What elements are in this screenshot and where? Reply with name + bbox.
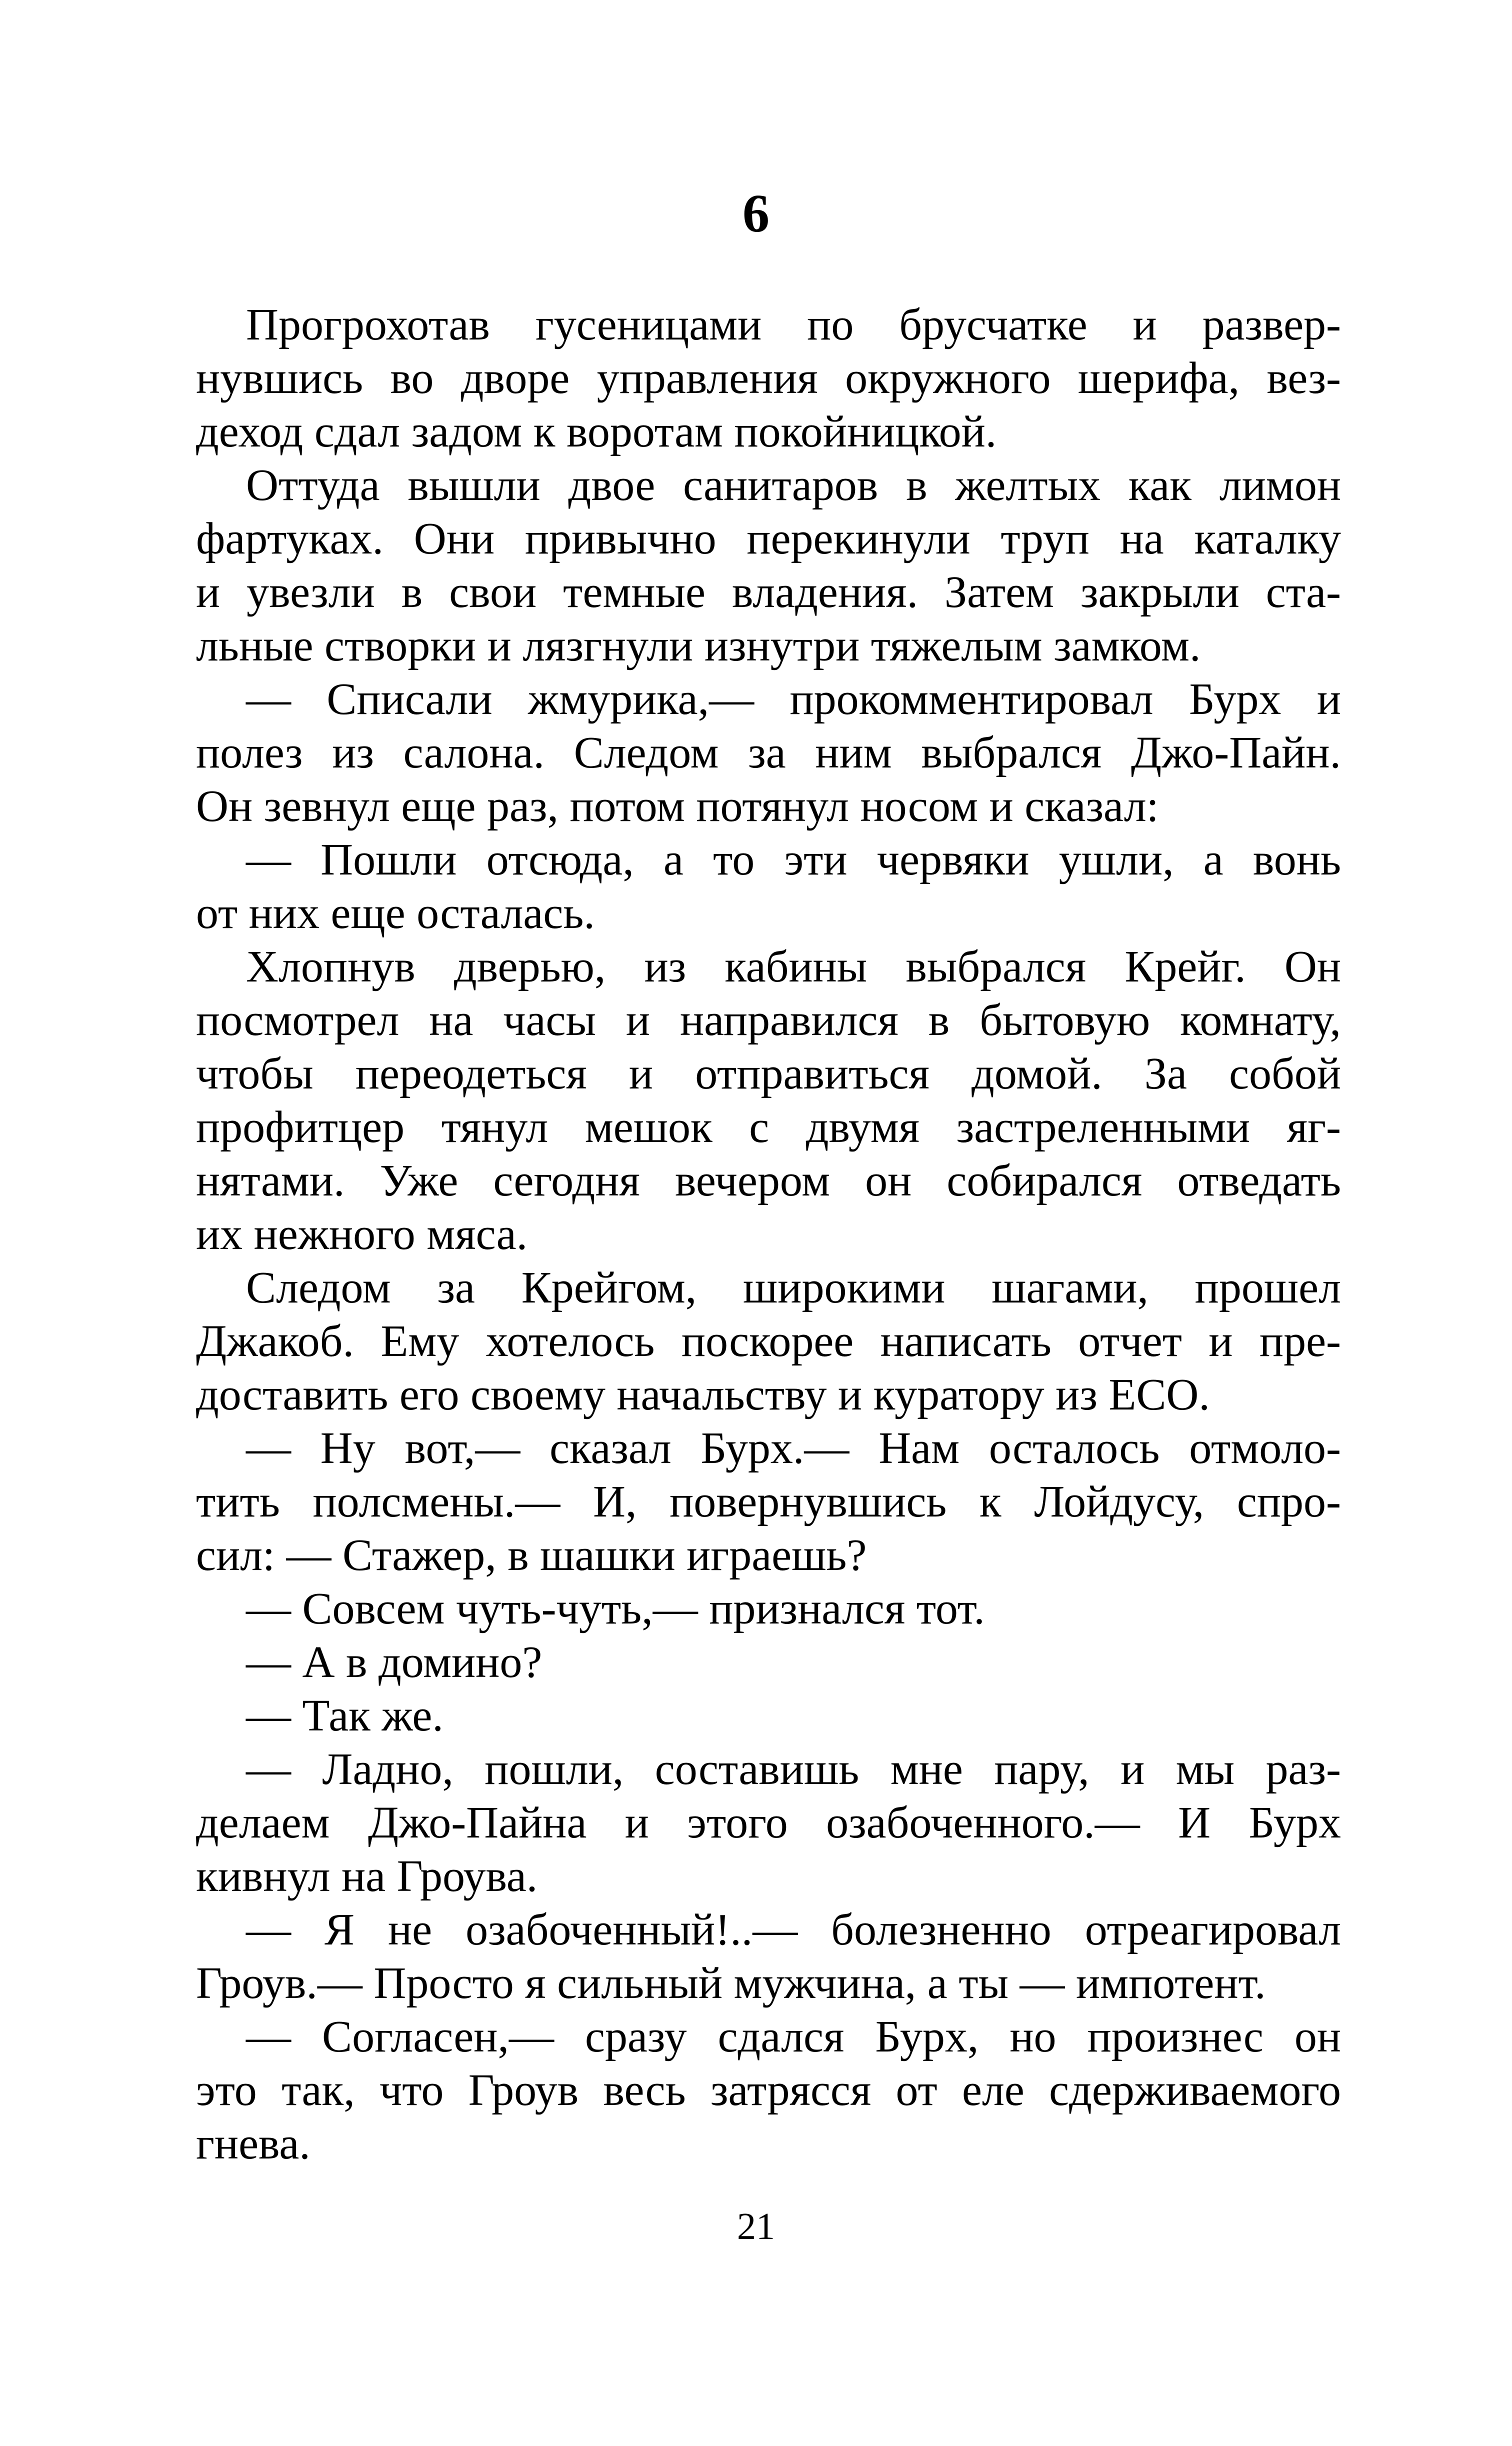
text-line: от них еще осталась. — [196, 888, 595, 938]
text-line: и увезли в свои темные владения. Затем закрыли ста- — [196, 568, 1341, 617]
text-line: Хлопнув дверью, из кабины выбрался Крейг. Он — [246, 942, 1341, 992]
text-line: полез из салона. Следом за ним выбрался Джо-Пайн. — [196, 728, 1341, 778]
text-line: Следом за Крейгом, широкими шагами, прошел — [246, 1263, 1341, 1312]
body-text — [196, 298, 1341, 2170]
text-line: — Списали жмурика,— прокомментировал Бурх и — [246, 674, 1341, 724]
text-line: — Совсем чуть-чуть,— признался тот. — [246, 1584, 985, 1634]
text-line: Гроув.— Просто я сильный мужчина, а ты — импотент. — [196, 1958, 1266, 2008]
chapter-number: 6 — [742, 184, 770, 244]
text-line: Оттуда вышли двое санитаров в желтых как лимон — [246, 460, 1341, 510]
text-line: Прогрохотав гусеницами по брусчатке и развер- — [246, 300, 1341, 350]
text-line: — Так же. — [246, 1691, 444, 1740]
text-line: доставить его своему начальству и куратору из ЕСО. — [196, 1370, 1210, 1420]
text-line: фартуках. Они привычно перекинули труп на каталку — [196, 514, 1341, 564]
text-line: — Ладно, пошли, составишь мне пару, и мы раз- — [246, 1744, 1341, 1794]
text-line: делаем Джо-Пайна и этого озабоченного.— И Бурх — [196, 1798, 1341, 1848]
text-line: гнева. — [196, 2119, 310, 2168]
text-line: — Ну вот,— сказал Бурх.— Нам осталось отмоло- — [246, 1424, 1341, 1473]
text-line: кивнул на Гроува. — [196, 1852, 538, 1901]
text-line: деход сдал задом к воротам покойницкой. — [196, 407, 997, 456]
page-number: 21 — [737, 2206, 775, 2248]
text-line: — Согласен,— сразу сдался Бурх, но произнес он — [246, 2012, 1341, 2062]
text-line: их нежного мяса. — [196, 1210, 528, 1259]
text-line: профитцер тянул мешок с двумя застреленными яг- — [196, 1102, 1341, 1152]
text-line: это так, что Гроув весь затрясся от еле сдерживаемого — [196, 2066, 1341, 2115]
text-line: посмотрел на часы и направился в бытовую комнату, — [196, 996, 1341, 1045]
text-line: тить полсмены.— И, повернувшись к Лойдусу, спро- — [196, 1477, 1341, 1526]
text-line: — Пошли отсюда, а то эти червяки ушли, а вонь — [246, 835, 1341, 884]
text-line: чтобы переодеться и отправиться домой. За собой — [196, 1049, 1341, 1098]
text-line: сил: — Стажер, в шашки играешь? — [196, 1530, 867, 1580]
text-line: нятами. Уже сегодня вечером он собирался отведать — [196, 1156, 1341, 1206]
text-line: — А в домино? — [246, 1638, 542, 1687]
text-line: нувшись во дворе управления окружного шерифа, вез- — [196, 354, 1341, 403]
text-line: Он зевнул еще раз, потом потянул носом и сказал: — [196, 782, 1159, 831]
text-line: Джакоб. Ему хотелось поскорее написать отчет и пре- — [196, 1316, 1341, 1366]
text-line: — Я не озабоченный!..— болезненно отреагировал — [246, 1905, 1341, 1954]
text-line: льные створки и лязгнули изнутри тяжелым замком. — [196, 621, 1201, 670]
